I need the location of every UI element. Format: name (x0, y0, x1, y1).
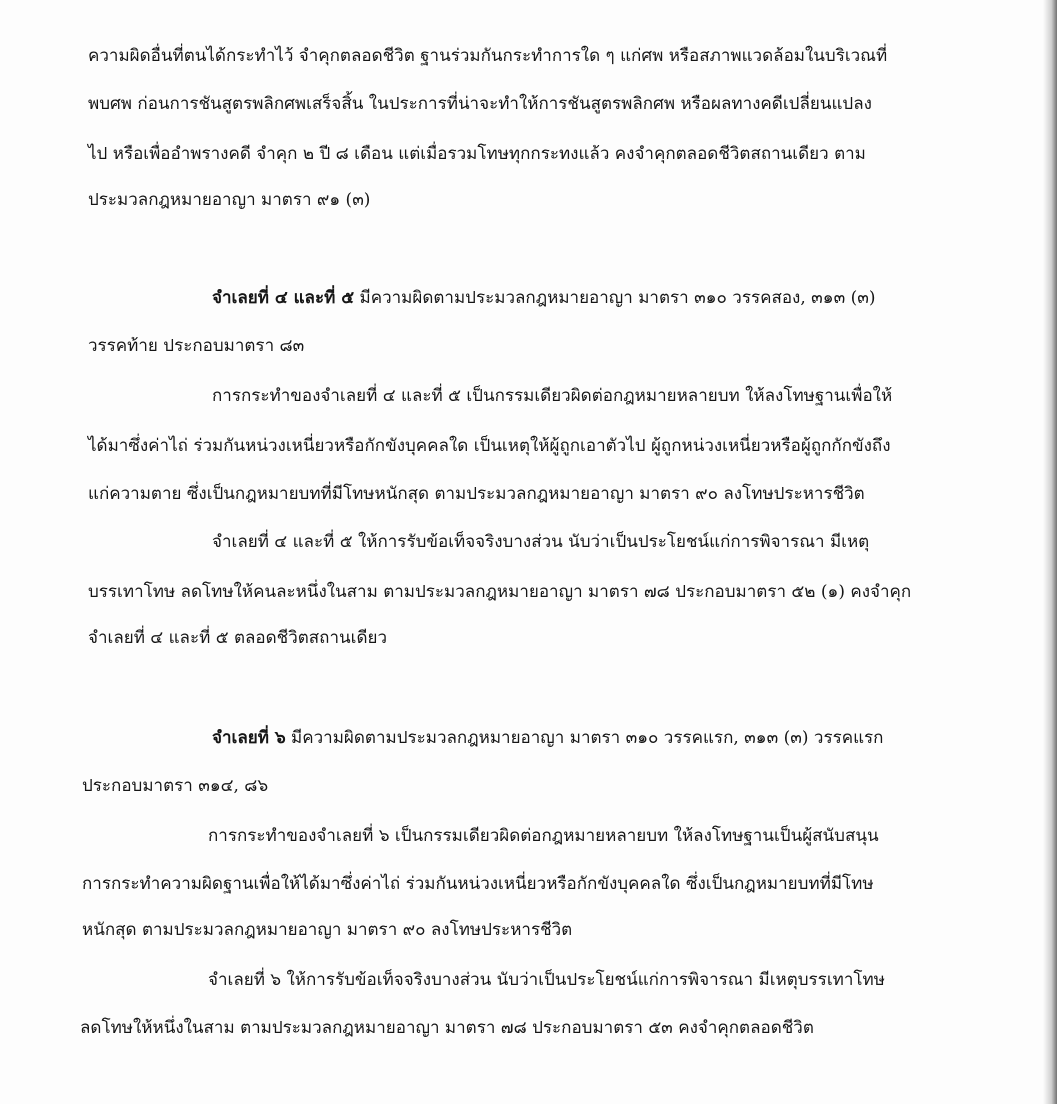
section-heading: จำเลยที่ ๖ (212, 728, 286, 748)
text-line: จำเลยที่ ๖ ให้การรับข้อเท็จจริงบางส่วน นับว่าเป็นประโยชน์แก่การพิจารณา มีเหตุบรรเทาโทษ (208, 970, 885, 990)
text-span: มีความผิดตามประมวลกฎหมายอาญา มาตรา ๓๑๐ วรรคแรก, ๓๑๓ (๓) วรรคแรก (285, 728, 884, 748)
text-line: วรรคท้าย ประกอบมาตรา ๘๓ (88, 336, 305, 356)
text-line: บรรเทาโทษ ลดโทษให้คนละหนึ่งในสาม ตามประมวลกฎหมายอาญา มาตรา ๗๘ ประกอบมาตรา ๕๒ (๑) คงจำคุก (88, 582, 912, 602)
text-line: ลดโทษให้หนึ่งในสาม ตามประมวลกฎหมายอาญา มาตรา ๗๘ ประกอบมาตรา ๕๓ คงจำคุกตลอดชีวิต (80, 1018, 814, 1038)
text-line: จำเลยที่ ๔ และที่ ๕ ให้การรับข้อเท็จจริงบางส่วน นับว่าเป็นประโยชน์แก่การพิจารณา มีเหตุ (212, 532, 870, 552)
section-heading-line (212, 286, 875, 310)
text-line: ความผิดอื่นที่ตนได้กระทำไว้ จำคุกตลอดชีวิต ฐานร่วมกันกระทำการใด ๆ แก่ศพ หรือสภาพแวดล้อมในบริเวณที่ (88, 46, 888, 66)
text-line: แก่ความตาย ซึ่งเป็นกฎหมายบทที่มีโทษหนักสุด ตามประมวลกฎหมายอาญา มาตรา ๙๐ ลงโทษประหารชีวิต (88, 484, 865, 504)
text-line: การกระทำความผิดฐานเพื่อให้ได้มาซึ่งค่าไถ่ ร่วมกันหน่วงเหนี่ยวหรือกักขังบุคคลใด ซึ่งเป็นกฎหมายบทที่มีโทษ (82, 874, 874, 894)
text-line: ไป หรือเพื่ออำพรางคดี จำคุก ๒ ปี ๘ เดือน แต่เมื่อรวมโทษทุกกระทงแล้ว คงจำคุกตลอดชีวิตสถานเดียว ตาม (88, 144, 866, 164)
text-line: การกระทำของจำเลยที่ ๖ เป็นกรรมเดียวผิดต่อกฎหมายหลายบท ให้ลงโทษฐานเป็นผู้สนับสนุน (208, 826, 879, 846)
text-line: จำเลยที่ ๔ และที่ ๕ ตลอดชีวิตสถานเดียว (88, 628, 387, 648)
text-span: มีความผิดตามประมวลกฎหมายอาญา มาตรา ๓๑๐ วรรคสอง, ๓๑๓ (๓) (354, 288, 876, 308)
text-line: ได้มาซึ่งค่าไถ่ ร่วมกันหน่วงเหนี่ยวหรือกักขังบุคคลใด เป็นเหตุให้ผู้ถูกเอาตัวไป ผู้ถูกหน่วงเหนี่ยวหรือผู้ถูกกักขังถึง (88, 436, 891, 456)
text-line: ประกอบมาตรา ๓๑๔, ๘๖ (82, 776, 269, 796)
section-heading-line (212, 726, 883, 750)
text-line: พบศพ ก่อนการชันสูตรพลิกศพเสร็จสิ้น ในประการที่น่าจะทำให้การชันสูตรพลิกศพ หรือผลทางคดีเปลี่ยนแปลง (88, 94, 872, 114)
text-line: หนักสุด ตามประมวลกฎหมายอาญา มาตรา ๙๐ ลงโทษประหารชีวิต (82, 920, 573, 940)
text-line: การกระทำของจำเลยที่ ๔ และที่ ๕ เป็นกรรมเดียวผิดต่อกฎหมายหลายบท ให้ลงโทษฐานเพื่อให้ (212, 386, 893, 406)
text-line: ประมวลกฎหมายอาญา มาตรา ๙๑ (๓) (88, 190, 371, 210)
page-edge-shadow (1043, 0, 1057, 1104)
section-heading: จำเลยที่ ๔ และที่ ๕ (212, 288, 355, 308)
